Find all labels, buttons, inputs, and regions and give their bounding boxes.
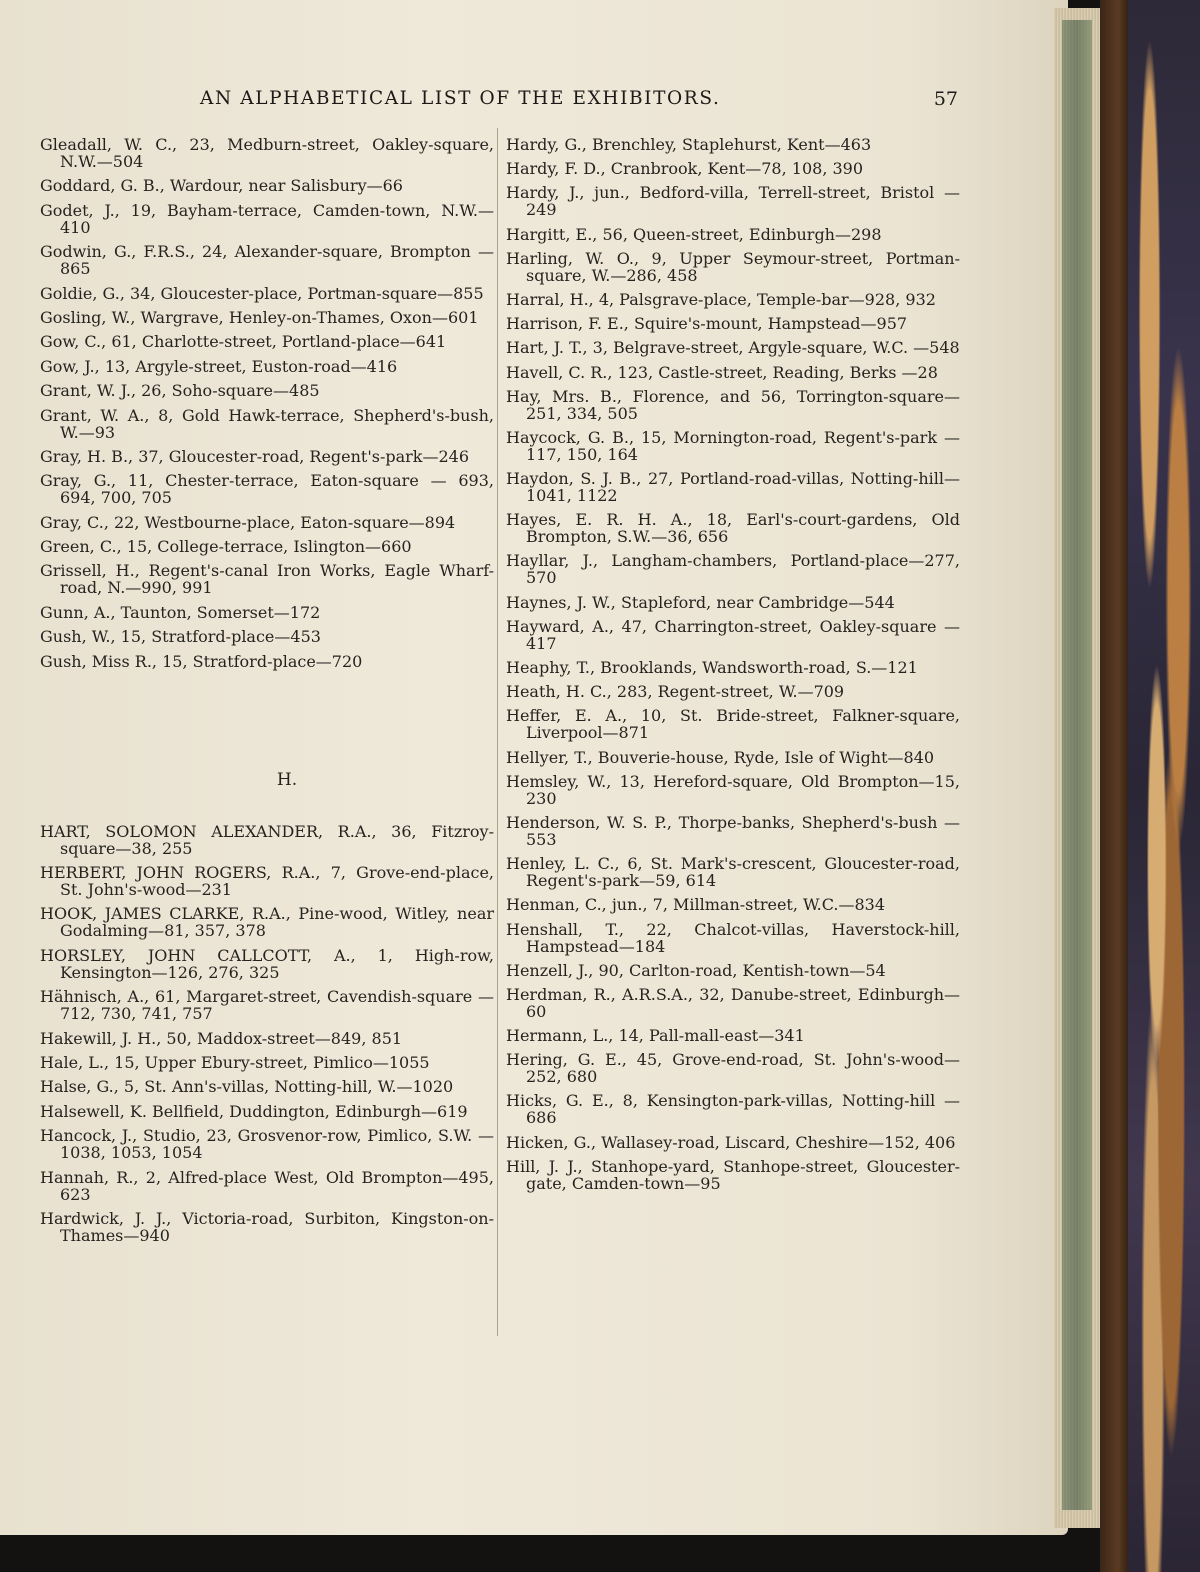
list-item: Herdman, R., A.R.S.A., 32, Danube-street, Edinburgh—60 — [506, 984, 960, 1021]
list-item: Gray, C., 22, Westbourne-place, Eaton-square—894 — [40, 512, 456, 532]
list-item: Grant, W. J., 26, Soho-square—485 — [40, 381, 320, 401]
right-column — [506, 136, 960, 1199]
list-item: Halse, G., 5, St. Ann's-villas, Notting-hill, W.—1020 — [40, 1077, 454, 1097]
list-item: Henshall, T., 22, Chalcot-villas, Haverstock-hill, Hampstead—184 — [506, 919, 960, 956]
list-item: Hardy, J., jun., Bedford-villa, Terrell-street, Bristol —249 — [506, 183, 960, 220]
list-item: HORSLEY, JOHN CALLCOTT, A., 1, High-row, Kensington—126, 276, 325 — [40, 945, 494, 982]
list-item: Hermann, L., 14, Pall-mall-east—341 — [506, 1026, 805, 1046]
list-item: HOOK, JAMES CLARKE, R.A., Pine-wood, Witley, near Godalming—81, 357, 378 — [40, 904, 494, 941]
list-item: Hannah, R., 2, Alfred-place West, Old Brompton—495, 623 — [40, 1167, 494, 1204]
list-item: Harling, W. O., 9, Upper Seymour-street, Portman-square, W.—286, 458 — [506, 248, 960, 285]
list-item: Hakewill, J. H., 50, Maddox-street—849, 851 — [40, 1028, 403, 1048]
list-item: Gleadall, W. C., 23, Medburn-street, Oakley-square, N.W.—504 — [40, 135, 494, 171]
list-item: Heffer, E. A., 10, St. Bride-street, Falkner-square, Liverpool—871 — [506, 706, 960, 743]
section-heading-h: H. — [276, 769, 298, 790]
list-item: Hayllar, J., Langham-chambers, Portland-place—277, 570 — [506, 551, 960, 588]
list-item: Gush, Miss R., 15, Stratford-place—720 — [40, 651, 363, 671]
list-item: Halsewell, K. Bellfield, Duddington, Edinburgh—619 — [40, 1101, 468, 1121]
list-item: Henley, L. C., 6, St. Mark's-crescent, Gloucester-road, Regent's-park—59, 614 — [506, 854, 960, 891]
list-item: Hart, J. T., 3, Belgrave-street, Argyle-square, W.C. —548 — [506, 338, 960, 358]
entries-g-list — [40, 136, 494, 670]
page-number: 57 — [933, 88, 958, 110]
page-edge-tint — [1062, 20, 1092, 1510]
list-item: Harrison, F. E., Squire's-mount, Hampstead—957 — [506, 314, 908, 334]
column-divider — [497, 128, 498, 1336]
list-item: Hayes, E. R. H. A., 18, Earl's-court-gardens, Old Brompton, S.W.—36, 656 — [506, 510, 960, 547]
list-item: Godet, J., 19, Bayham-terrace, Camden-town, N.W.—410 — [40, 200, 494, 237]
list-item: Hill, J. J., Stanhope-yard, Stanhope-street, Gloucester-gate, Camden-town—95 — [506, 1156, 960, 1193]
list-item: Henderson, W. S. P., Thorpe-banks, Shepherd's-bush —553 — [506, 812, 960, 849]
list-item: Gray, H. B., 37, Gloucester-road, Regent's-park—246 — [40, 446, 470, 466]
list-item: Hancock, J., Studio, 23, Grosvenor-row, Pimlico, S.W. —1038, 1053, 1054 — [40, 1126, 494, 1163]
list-item: Gunn, A., Taunton, Somerset—172 — [40, 602, 321, 622]
list-item: Grant, W. A., 8, Gold Hawk-terrace, Shepherd's-bush, W.—93 — [40, 405, 494, 442]
list-item: Green, C., 15, College-terrace, Islington—660 — [40, 537, 412, 557]
list-item: Hayward, A., 47, Charrington-street, Oakley-square —417 — [506, 616, 960, 653]
list-item: HERBERT, JOHN ROGERS, R.A., 7, Grove-end-place, St. John's-wood—231 — [40, 863, 494, 900]
list-item: Hargitt, E., 56, Queen-street, Edinburgh—298 — [506, 224, 882, 244]
list-item: Hicks, G. E., 8, Kensington-park-villas, Notting-hill —686 — [506, 1091, 960, 1128]
marbled-endpaper — [1128, 0, 1200, 1572]
list-item: Harral, H., 4, Palsgrave-place, Temple-bar—928, 932 — [506, 289, 936, 309]
list-item: Hay, Mrs. B., Florence, and 56, Torrington-square—251, 334, 505 — [506, 386, 960, 423]
list-item: Hicken, G., Wallasey-road, Liscard, Cheshire—152, 406 — [506, 1132, 956, 1152]
list-item: Goldie, G., 34, Gloucester-place, Portman-square—855 — [40, 283, 484, 303]
list-item: Gush, W., 15, Stratford-place—453 — [40, 627, 321, 647]
list-item: Grissell, H., Regent's-canal Iron Works, Eagle Wharf-road, N.—990, 991 — [40, 561, 494, 598]
list-item: Gray, G., 11, Chester-terrace, Eaton-square — 693, 694, 700, 705 — [40, 471, 494, 508]
list-item: Gow, J., 13, Argyle-street, Euston-road—416 — [40, 356, 398, 376]
list-item: Havell, C. R., 123, Castle-street, Reading, Berks —28 — [506, 362, 938, 382]
list-item: Hale, L., 15, Upper Ebury-street, Pimlico—1055 — [40, 1052, 430, 1072]
list-item: Hardy, F. D., Cranbrook, Kent—78, 108, 390 — [506, 159, 864, 179]
entries-h-list — [40, 823, 494, 1244]
list-item: Hardy, G., Brenchley, Staplehurst, Kent—463 — [506, 135, 872, 154]
list-item: Gosling, W., Wargrave, Henley-on-Thames, Oxon—601 — [40, 307, 479, 327]
list-item: Godwin, G., F.R.S., 24, Alexander-square, Brompton —865 — [40, 242, 494, 279]
list-item: Goddard, G. B., Wardour, near Salisbury—66 — [40, 176, 403, 196]
list-item: Hering, G. E., 45, Grove-end-road, St. John's-wood—252, 680 — [506, 1050, 960, 1087]
list-item: Hemsley, W., 13, Hereford-square, Old Brompton—15, 230 — [506, 771, 960, 808]
list-item: Haynes, J. W., Stapleford, near Cambridge—544 — [506, 592, 895, 612]
list-item: Henman, C., jun., 7, Millman-street, W.C.—834 — [506, 895, 886, 915]
list-item: Hellyer, T., Bouverie-house, Ryde, Isle of Wight—840 — [506, 747, 935, 767]
list-item: Hardwick, J. J., Victoria-road, Surbiton, Kingston-on-Thames—940 — [40, 1208, 494, 1245]
list-item: Hähnisch, A., 61, Margaret-street, Cavendish-square —712, 730, 741, 757 — [40, 987, 494, 1024]
page-header-title: AN ALPHABETICAL LIST OF THE EXHIBITORS. — [200, 88, 721, 109]
list-item: HART, SOLOMON ALEXANDER, R.A., 36, Fitzroy-square—38, 255 — [40, 821, 494, 858]
left-column — [40, 136, 494, 1251]
list-item: Henzell, J., 90, Carlton-road, Kentish-town—54 — [506, 960, 886, 980]
list-item: Haycock, G. B., 15, Mornington-road, Regent's-park —117, 150, 164 — [506, 427, 960, 464]
list-item: Gow, C., 61, Charlotte-street, Portland-place—641 — [40, 332, 447, 352]
list-item: Heaphy, T., Brooklands, Wandsworth-road, S.—121 — [506, 658, 918, 677]
book-spine — [1100, 0, 1130, 1572]
list-item: Haydon, S. J. B., 27, Portland-road-villas, Notting-hill—1041, 1122 — [506, 469, 960, 506]
list-item: Heath, H. C., 283, Regent-street, W.—709 — [506, 682, 845, 702]
